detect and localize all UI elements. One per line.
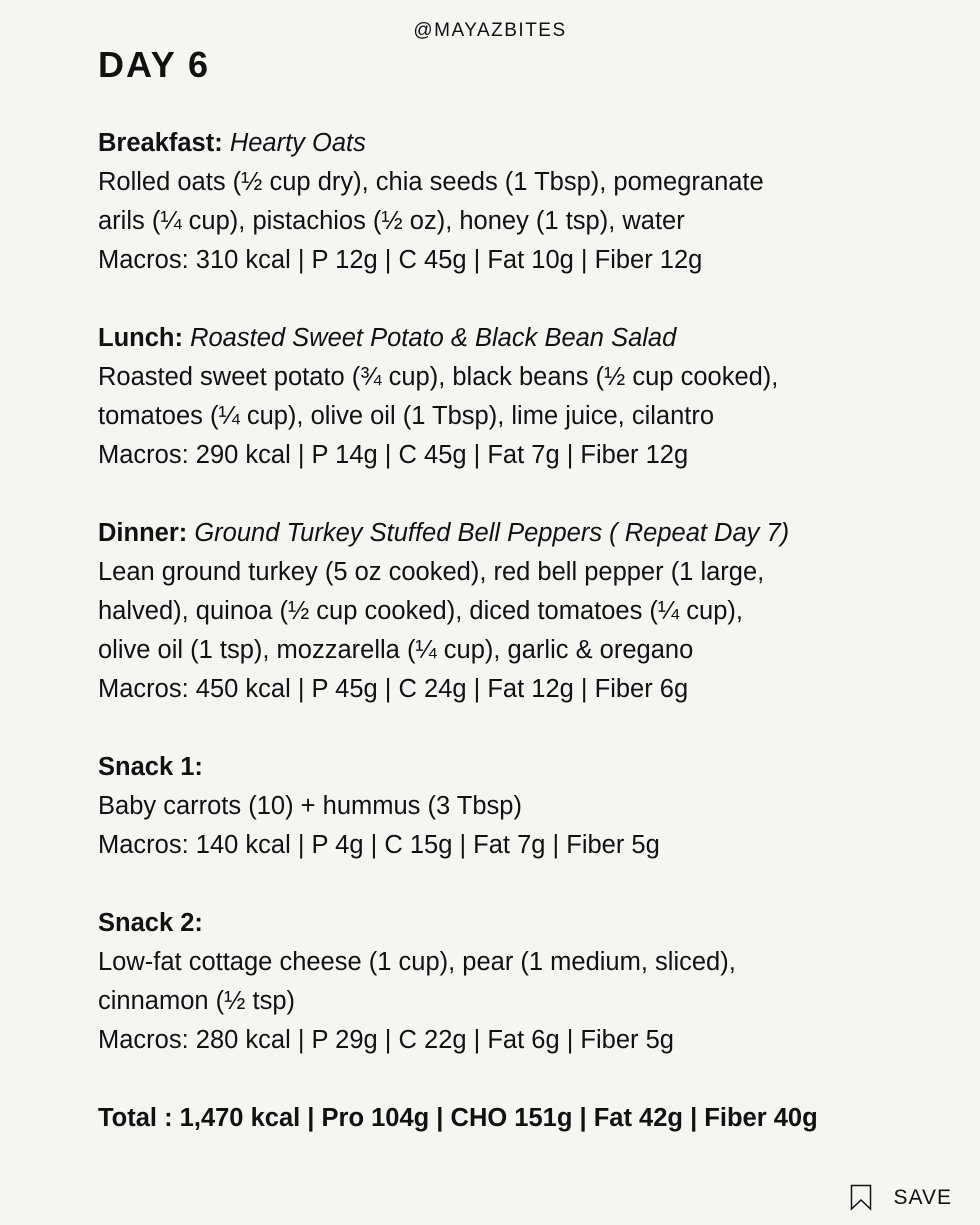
meal-label: Dinner: bbox=[98, 519, 188, 547]
meal-dish: Ground Turkey Stuffed Bell Peppers ( Repeat Day 7) bbox=[194, 519, 790, 547]
ingredients-line: Lean ground turkey (5 oz cooked), red bell pepper (1 large, bbox=[98, 558, 765, 586]
meal-heading bbox=[98, 904, 898, 943]
meal-heading bbox=[98, 124, 898, 163]
meal-label: Snack 1: bbox=[98, 753, 203, 781]
meal-heading bbox=[98, 319, 898, 358]
macros-line: Macros: 140 kcal | P 4g | C 15g | Fat 7g | Fiber 5g bbox=[98, 831, 660, 859]
meal-label: Snack 2: bbox=[98, 909, 203, 937]
author-handle: @MAYAZBITES bbox=[413, 20, 567, 41]
macros-line: Macros: 280 kcal | P 29g | C 22g | Fat 6g | Fiber 5g bbox=[98, 1026, 674, 1054]
meal-heading bbox=[98, 748, 898, 787]
meal-lunch bbox=[98, 319, 898, 475]
ingredients-line: Roasted sweet potato (¾ cup), black beans (½ cup cooked), bbox=[98, 363, 779, 391]
save-label: SAVE bbox=[893, 1185, 952, 1209]
meal-dish: Hearty Oats bbox=[229, 129, 366, 157]
page-title: DAY 6 bbox=[98, 44, 211, 85]
ingredients-line: arils (¼ cup), pistachios (½ oz), honey (1 tsp), water bbox=[98, 207, 685, 235]
ingredients-line: Baby carrots (10) + hummus (3 Tbsp) bbox=[98, 792, 522, 820]
meal-snack-1 bbox=[98, 748, 898, 865]
ingredients-line: halved), quinoa (½ cup cooked), diced tomatoes (¼ cup), bbox=[98, 597, 743, 625]
meal-label: Breakfast: bbox=[98, 129, 223, 157]
macros-line: Macros: 290 kcal | P 14g | C 45g | Fat 7g | Fiber 12g bbox=[98, 441, 689, 469]
ingredients-line: cinnamon (½ tsp) bbox=[98, 987, 296, 1015]
ingredients-line: Low-fat cottage cheese (1 cup), pear (1 medium, sliced), bbox=[98, 948, 736, 976]
ingredients-line: Rolled oats (½ cup dry), chia seeds (1 Tbsp), pomegranate bbox=[98, 168, 764, 196]
bookmark-icon bbox=[850, 1184, 872, 1211]
meal-breakfast bbox=[98, 124, 898, 280]
meal-label: Lunch: bbox=[98, 324, 183, 352]
meal-dinner bbox=[98, 514, 898, 709]
save-button[interactable] bbox=[850, 1184, 952, 1211]
ingredients-line: tomatoes (¼ cup), olive oil (1 Tbsp), lime juice, cilantro bbox=[98, 402, 715, 430]
macros-line: Macros: 310 kcal | P 12g | C 45g | Fat 10g | Fiber 12g bbox=[98, 246, 703, 274]
macros-line: Macros: 450 kcal | P 45g | C 24g | Fat 12g | Fiber 6g bbox=[98, 675, 689, 703]
daily-total: Total : 1,470 kcal | Pro 104g | CHO 151g | Fat 42g | Fiber 40g bbox=[98, 1104, 818, 1132]
meal-snack-2 bbox=[98, 904, 898, 1060]
meal-plan bbox=[98, 124, 898, 1138]
meal-dish: Roasted Sweet Potato & Black Bean Salad bbox=[190, 324, 677, 352]
ingredients-line: olive oil (1 tsp), mozzarella (¼ cup), garlic & oregano bbox=[98, 636, 694, 664]
meal-heading bbox=[98, 514, 898, 553]
